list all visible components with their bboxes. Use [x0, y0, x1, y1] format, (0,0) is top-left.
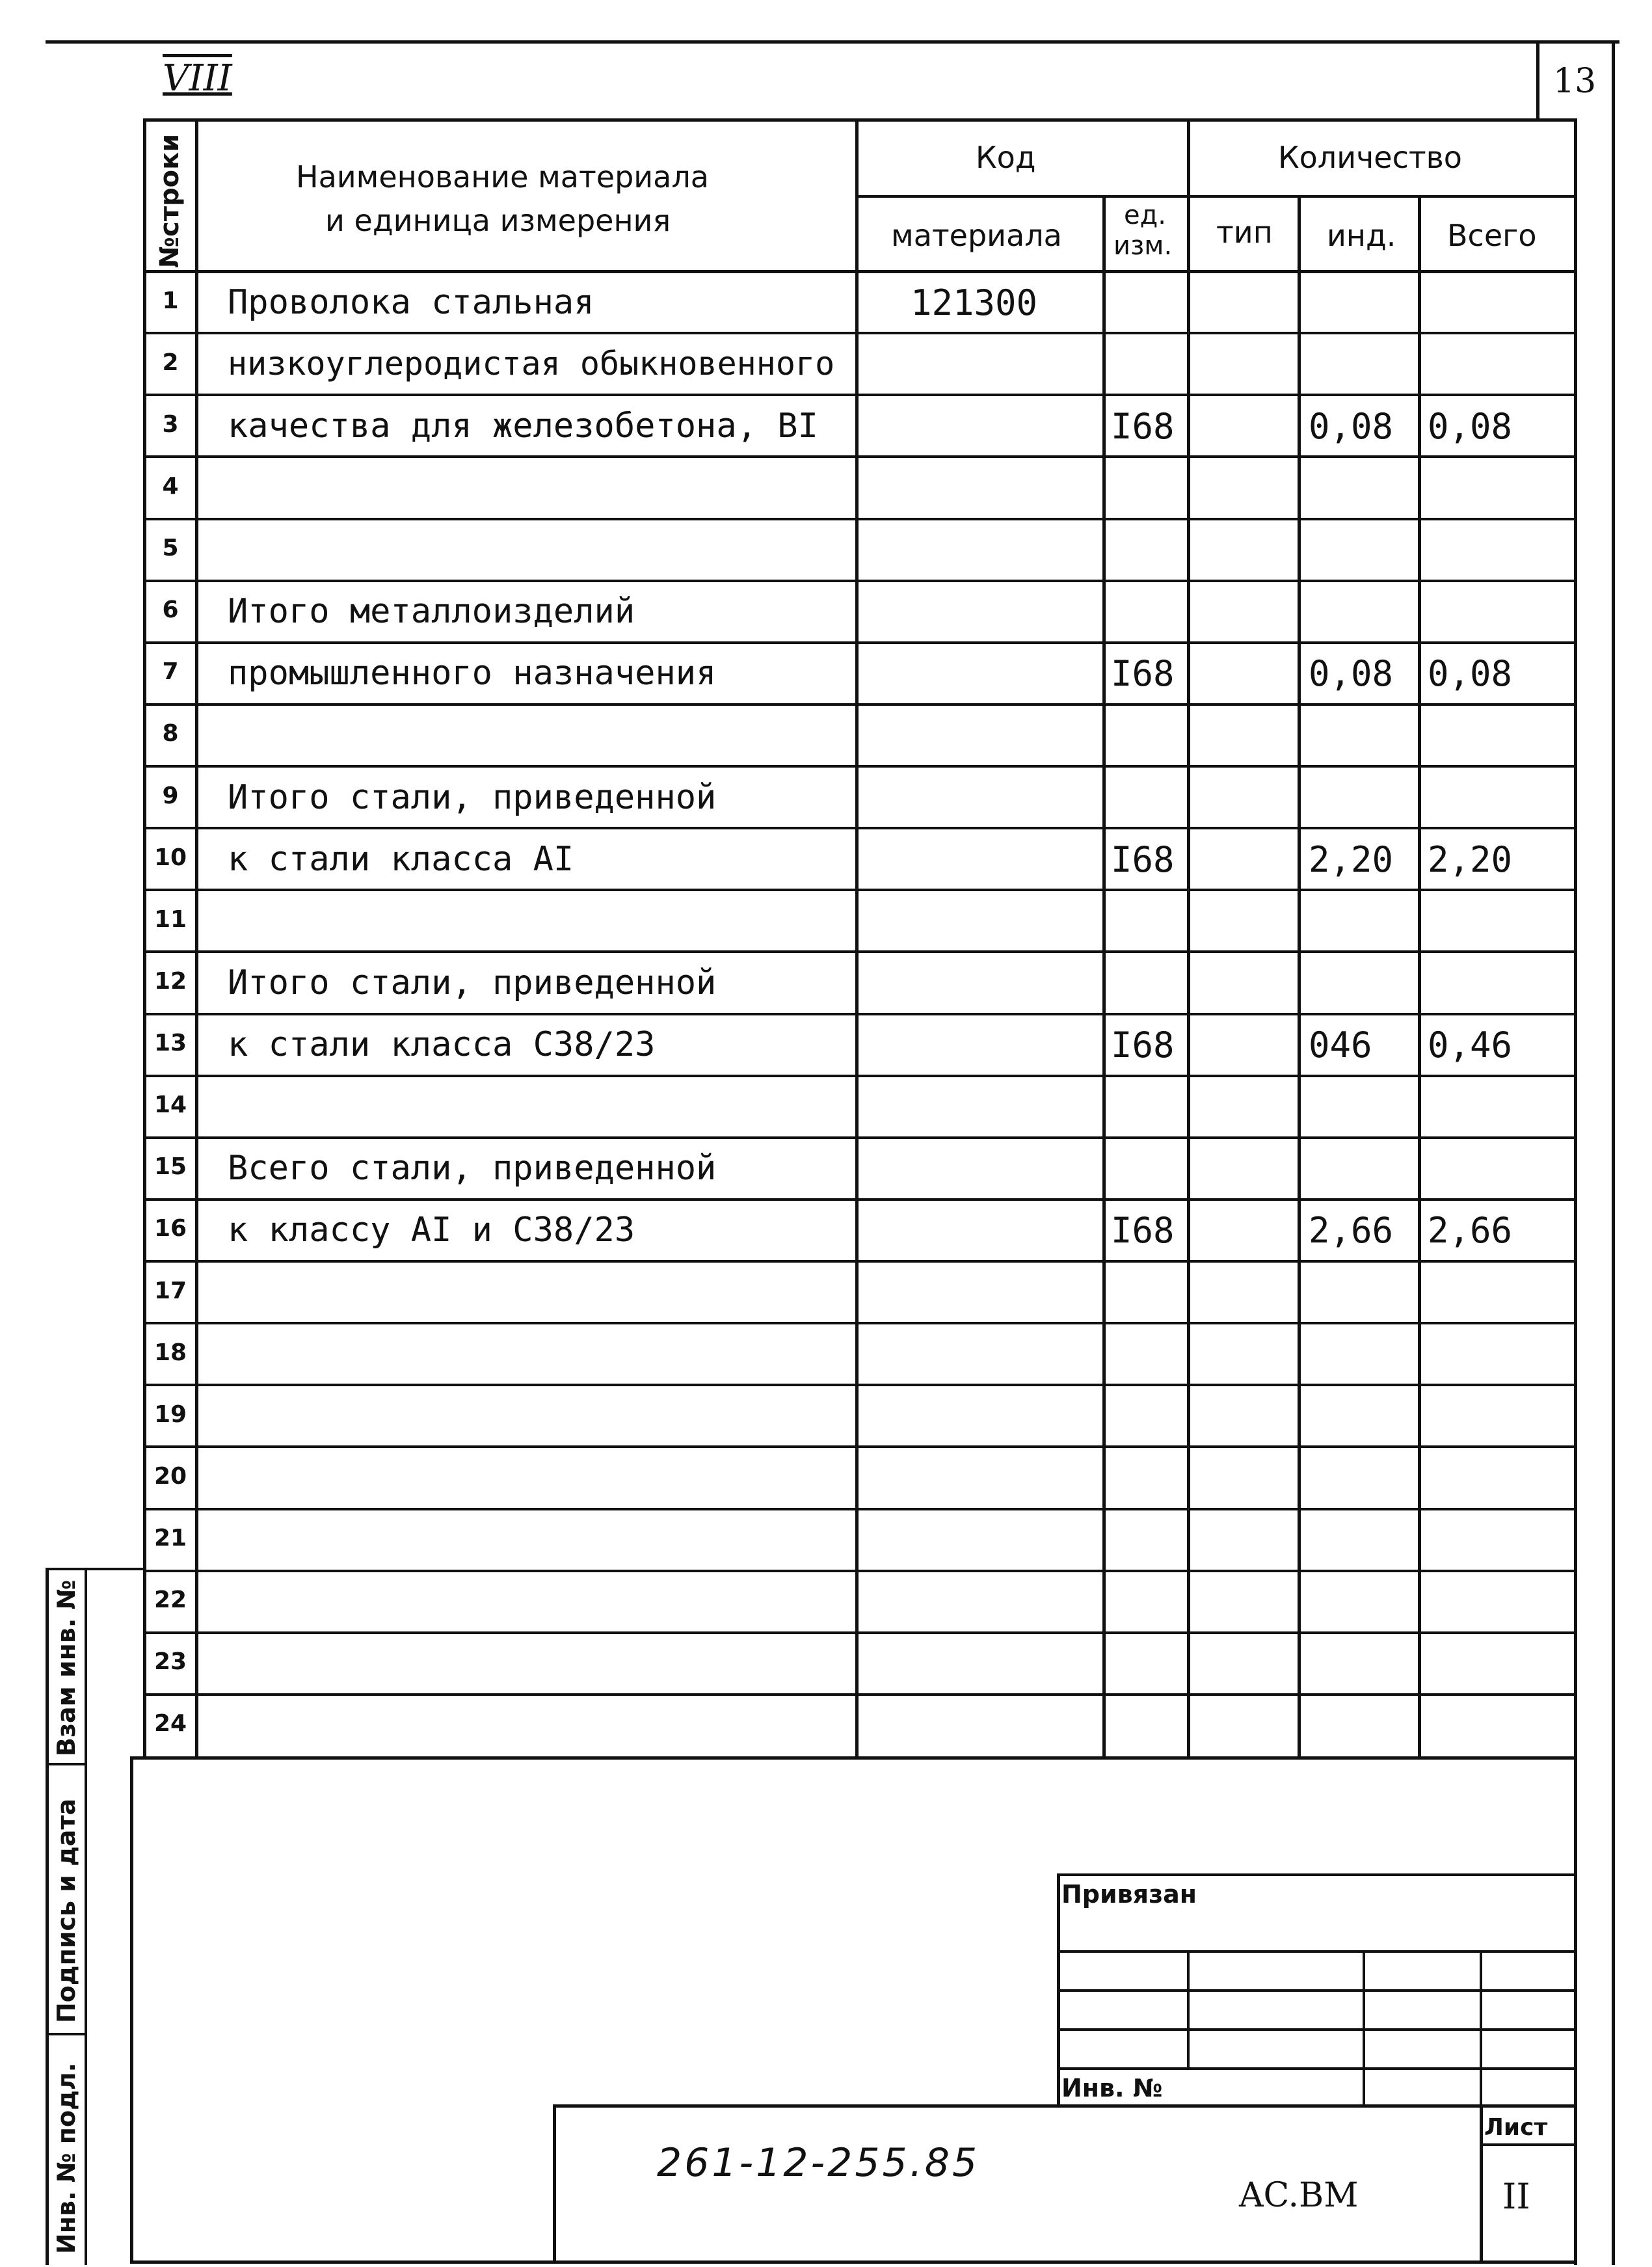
- col-line-code-qty: [1187, 118, 1190, 1758]
- cell-name: к стали класса AI: [228, 840, 574, 879]
- row-number: 16: [153, 1215, 187, 1242]
- unit-header-line-2: изм.: [1113, 231, 1173, 261]
- cell-name: низкоуглеродистая обыкновенного: [228, 345, 835, 382]
- cell-total: 0,46: [1428, 1025, 1513, 1066]
- cell-ind: 0,08: [1309, 406, 1394, 447]
- col-line-ind: [1418, 195, 1421, 1758]
- cell-unit: I68: [1111, 653, 1175, 694]
- cell-name: Проволока стальная: [228, 283, 594, 322]
- total-header: Всего: [1447, 218, 1537, 253]
- cell-ind: 2,20: [1309, 839, 1394, 880]
- row-divider: [143, 641, 1574, 644]
- row-divider: [143, 1198, 1574, 1201]
- tb-h1: [1057, 1950, 1577, 1953]
- sheet-label: Лист: [1484, 2114, 1548, 2141]
- row-number: 12: [153, 968, 187, 995]
- row-number: 23: [153, 1648, 187, 1675]
- cell-name: промышленного назначения: [228, 654, 717, 693]
- row-number: 13: [153, 1030, 187, 1056]
- top-border: [46, 40, 1619, 44]
- tb-v1: [1187, 1950, 1190, 2067]
- row-divider: [143, 827, 1574, 829]
- row-number: 20: [153, 1463, 187, 1490]
- stamp-left: [46, 1568, 49, 2265]
- col-line-type: [1298, 195, 1301, 1758]
- row-number: 1: [162, 288, 179, 314]
- privyazan-label: Привязан: [1061, 1880, 1197, 1909]
- row-divider: [143, 1570, 1574, 1572]
- table-bottom-line: [130, 1756, 1577, 1760]
- cell-total: 0,08: [1428, 653, 1513, 694]
- row-divider: [143, 1322, 1574, 1324]
- stamp-sep-2: [46, 2033, 87, 2035]
- row-divider: [143, 394, 1574, 396]
- bottom-border: [130, 2260, 1577, 2264]
- row-number: 2: [162, 349, 179, 376]
- cell-name: Итого стали, приведенной: [228, 963, 717, 1002]
- inner-right-border: [1574, 118, 1577, 2265]
- document-number: 261-12-255.85: [657, 2140, 980, 2186]
- row-divider: [143, 765, 1574, 768]
- page-number: 13: [1553, 62, 1597, 101]
- row-divider: [143, 1384, 1574, 1386]
- type-header: тип: [1216, 215, 1273, 250]
- tb-v3: [1480, 1950, 1482, 2106]
- section-mark: VIII: [163, 57, 232, 100]
- cell-ind: 0,08: [1309, 653, 1394, 694]
- tb-h4: [1057, 2067, 1577, 2070]
- stamp-mid: [85, 1568, 87, 2265]
- row-number: 10: [153, 844, 187, 871]
- row-number: 5: [162, 535, 179, 561]
- vzam-inv-label: Взам инв. №: [52, 1579, 81, 1756]
- row-number: 22: [153, 1587, 187, 1613]
- podpis-data-label: Подпись и дата: [52, 1798, 81, 2023]
- tb-privyazan-top: [1057, 1873, 1577, 1876]
- name-header-line-2: и единица измерения: [325, 203, 671, 238]
- row-divider: [143, 518, 1574, 520]
- tb-h3: [1057, 2028, 1577, 2031]
- header-top-line: [143, 118, 1574, 122]
- cell-unit: I68: [1111, 1210, 1175, 1251]
- row-divider: [143, 1260, 1574, 1263]
- ind-header: инд.: [1327, 218, 1396, 253]
- tb-v2: [1363, 1950, 1365, 2106]
- inv-no-label: Инв. №: [1061, 2074, 1163, 2102]
- cell-name: Всего стали, приведенной: [228, 1149, 717, 1188]
- row-number: 9: [162, 783, 179, 809]
- code-header: Код: [976, 140, 1036, 175]
- cell-name: Итого стали, приведенной: [228, 778, 717, 817]
- header-sub-line: [855, 195, 1574, 198]
- row-divider: [143, 703, 1574, 706]
- tb-main-top: [553, 2104, 1577, 2108]
- row-divider: [143, 1693, 1574, 1696]
- page-box-left: [1536, 40, 1539, 122]
- document-code: AC.BM: [1239, 2176, 1359, 2215]
- cell-unit: I68: [1111, 839, 1175, 880]
- row-divider: [143, 1631, 1574, 1634]
- row-divider: [143, 950, 1574, 953]
- row-number: 24: [153, 1710, 187, 1737]
- row-number: 19: [153, 1401, 187, 1428]
- cell-ind: 046: [1309, 1025, 1372, 1066]
- row-number: 6: [162, 597, 179, 623]
- inv-podl-label: Инв. № подл.: [52, 2062, 81, 2254]
- row-divider: [143, 332, 1574, 334]
- tb-sheet-sep: [1480, 2143, 1577, 2146]
- cell-unit: I68: [1111, 406, 1175, 447]
- name-header-line-1: Наименование материала: [296, 159, 709, 195]
- row-divider: [143, 580, 1574, 582]
- row-divider: [143, 1445, 1574, 1448]
- col-line-name: [855, 118, 859, 1758]
- stamp-top: [46, 1568, 143, 1570]
- row-divider: [143, 889, 1574, 891]
- row-number: 4: [162, 473, 179, 500]
- unit-header-line-1: ед.: [1124, 200, 1166, 230]
- row-divider: [143, 1013, 1574, 1015]
- tb-main-left: [553, 2104, 556, 2264]
- row-number: 11: [153, 906, 187, 933]
- cell-unit: I68: [1111, 1025, 1175, 1066]
- row-number: 7: [162, 658, 179, 685]
- row-number: 18: [153, 1339, 187, 1366]
- cell-total: 2,20: [1428, 839, 1513, 880]
- cell-name: к стали класса C38/23: [228, 1025, 656, 1064]
- quantity-header: Количество: [1278, 140, 1462, 175]
- row-number: 17: [153, 1278, 187, 1304]
- stamp-right: [130, 1756, 133, 2264]
- row-divider: [143, 455, 1574, 458]
- material-header: материала: [891, 218, 1062, 253]
- header-bottom-line: [143, 270, 1574, 273]
- row-divider: [143, 1508, 1574, 1510]
- row-number-header: №строки: [155, 133, 185, 268]
- row-divider: [143, 1075, 1574, 1077]
- cell-ind: 2,66: [1309, 1210, 1394, 1251]
- stamp-sep-1: [46, 1763, 87, 1765]
- cell-name: к классу AI и C38/23: [228, 1211, 635, 1250]
- cell-name: качества для железобетона, BI: [228, 407, 818, 446]
- tb-h2: [1057, 1989, 1577, 1992]
- row-number: 21: [153, 1525, 187, 1551]
- col-line-material: [1102, 195, 1106, 1758]
- cell-name: Итого металлоизделий: [228, 592, 635, 631]
- tb-sheet-left: [1480, 2104, 1483, 2264]
- cell-total: 0,08: [1428, 406, 1513, 447]
- right-border: [1612, 40, 1615, 2265]
- cell-total: 2,66: [1428, 1210, 1513, 1251]
- row-number: 15: [153, 1153, 187, 1180]
- sheet-value: II: [1502, 2176, 1530, 2217]
- cell-code: 121300: [911, 282, 1038, 323]
- row-number: 8: [162, 720, 179, 747]
- row-number: 14: [153, 1092, 187, 1118]
- row-divider: [143, 1136, 1574, 1139]
- row-number: 3: [162, 411, 179, 438]
